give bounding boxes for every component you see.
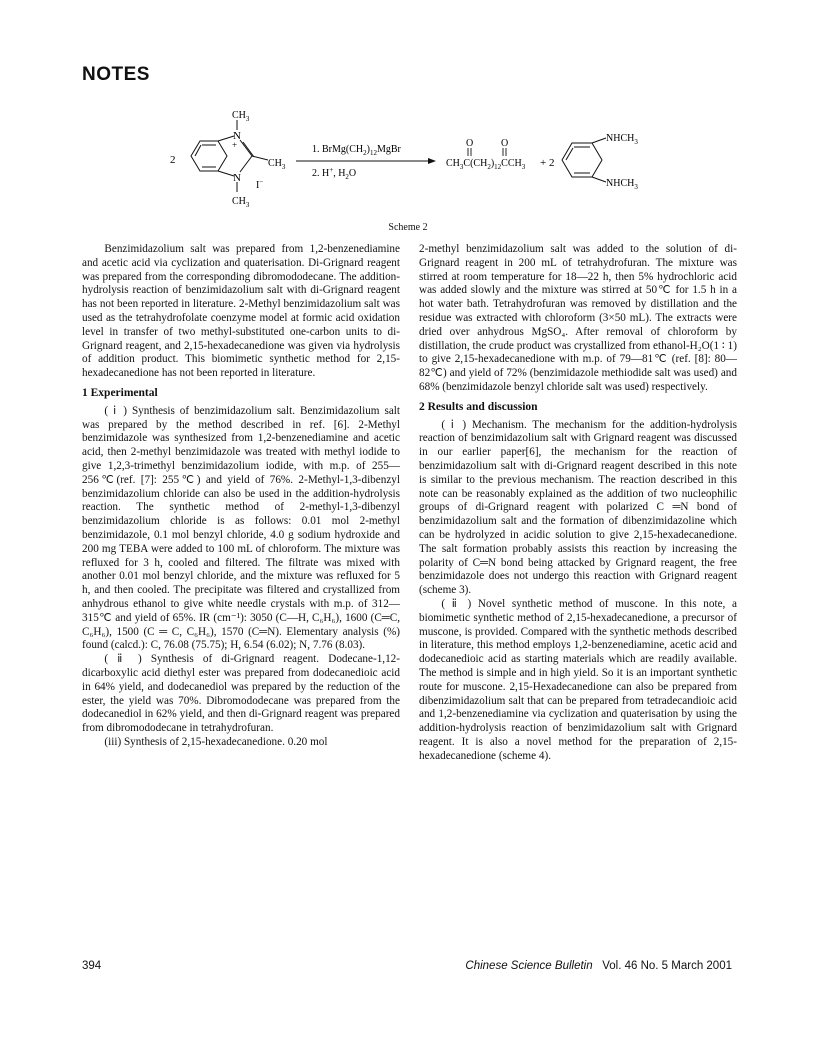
reagent-step-2: 2. H+, $H_2O$ [312, 166, 357, 181]
section-header: NOTES [82, 64, 150, 85]
intro-paragraph: Benzimidazolium salt was prepared from 1,2-benzenediamine and acetic acid via cyclization and quaterisation. Di-Grignard reagent was prepared from the corresponding dibromododecane. The addition-hydrolysis reaction of benzimidazolium salt with di-Grignard reagent has not been reported in literature. 2-Methyl benzimidazolium salt was used as the tetrahydrofolate coenzyme model at formic acid oxidation level in transfer of two methyl-substituted one-carbon units to di-Grignard reagent, and 2,15-hexadecanedione was given via hydrolysis of addition product. This biomimetic synthetic method for 2,15-hexadecanedione has not been reported in literature. [82, 243, 400, 380]
diketone-formula: $CH_3C(CH_2)_{12}CCH_3$ [446, 158, 526, 171]
svg-text:CH3: $CH_3$ [232, 196, 250, 209]
reagent-step-1: 1. $BrMg(CH_2)_{12}MgBr$ [312, 144, 401, 157]
coefficient-left: 2 [170, 154, 176, 166]
paragraph-synthesis-salt: ( ⅰ ) Synthesis of benzimidazolium salt. Benzimidazolium salt was prepared by the method described in ref. [6]. 2-Methyl benzimidazole was synthesized from 1,2-benzenediamine and acetic acid, then 2-methyl benzimidazole was treated with methyl iodide to give 1,2,3-trimethyl benzimidazolium iodide, with m.p. of 255—256℃(ref. [7]: 255℃) and yield of 76%. 2-Methyl-1,3-dibenzyl benzimidazolium chloride can also be used in the addition-hydrolysis reaction. The synthetic method of 2-methyl-1,3-dibenzyl benzimidazolium chloride is as follows: 0.01 mol 2-methyl benzimidazole, 0.1 mol benzyl chloride, 4.0 g sodium hydroxide and 200 mg TEBA were added to 100 mL of chloroform. The mixture was refluxed for 3 h, cooled and filtered. The filtrate was mixed with another 0.01 mol benzyl chloride, and the mixture was refluxed for 5 h, and then cooled. The precipitate was filtered and crystallized from anhydrous ethanol to give white needle crystals with m.p. of 312—315℃ and yield of 65%. IR (cm⁻¹): 3050 (C—H, C₆H₆), 1600 (C═C, C₆H₆), 1500 (C ═ C, C₆H₆), 1570 (C═N). Elementary analysis (%) found (calcd.): C, 76.08 (75.75); H, 6.54 (6.02); N, 7.76 (8.03). [82, 404, 400, 652]
svg-text:CH3: $CH_3$ [268, 158, 286, 171]
scheme-caption: Scheme 2 [388, 222, 428, 233]
section-heading-experimental: 1 Experimental [82, 386, 158, 399]
diamine-structure [562, 138, 606, 182]
nhch3-bottom: $NHCH_3$ [606, 178, 638, 191]
right-column [419, 243, 737, 763]
svg-text:I−: I− [256, 178, 264, 191]
carbonyl-o-2: O [501, 138, 509, 149]
journal-citation [465, 960, 732, 972]
reaction-scheme [160, 108, 680, 213]
journal-name: Chinese Science Bulletin [465, 960, 593, 972]
n-top-label: N [233, 130, 241, 142]
plus-two: + 2 [540, 157, 555, 169]
carbonyl-o-1: O [466, 138, 474, 149]
paragraph-muscone: ( ⅱ ) Novel synthetic method of muscone. In this note, a biomimetic synthetic method of 2,15-hexadecanedione, a precursor of muscone, is provided. Compared with the synthetic methods described in literature, this method employs 1,2-benzenediamine, acetic acid and dodecanedioic acid as starting materials which are readily available. The method is simple and in high yield. So it is an important synthetic route for muscone. 2,15-Hexadecanedione can also be prepared from dibenzimidazolium salt that can be prepared from tetradecandioic acid and 1,2-benzenediamine via cyclization and quaterisation by using the addition-hydrolysis reaction of benzimidazolium salt with Grignard reagent. It is also a novel method for the preparation of 2,15-hexadecanedione (scheme 4). [419, 597, 737, 762]
paragraph-synthesis-dione-cont: 2-methyl benzimidazolium salt was added to the solution of di-Grignard reagent in 200 mL of tetrahydrofuran. The mixture was stirred at room temperature for 18—22 h, then 5% hydrochloric acid was added slowly and the mixture was stirred at 50℃ for 1.5 h in a hot water bath. Tetrahydrofuran was removed by distillation and the residue was extracted with chloroform (3×50 mL). The extracts were dried over anhydrous MgSO₄. After removal of chloroform by distillation, the crude product was crystallized from ethanol-H₂O(1 ∶ 1) to give 2,15-hexadecanedione with m.p. of 79—81℃ (ref. [8]: 80—82℃) and yield of 72% (benzimidazole methiodide salt was used) and 68% (benzimidazole benzyl chloride salt was used) respectively. [419, 243, 737, 393]
section-heading-results: 2 Results and discussion [419, 400, 538, 413]
c2-methyl: CH [268, 158, 282, 169]
plus-charge: + [232, 140, 238, 150]
paragraph-synthesis-dione-start: (iii) Synthesis of 2,15-hexadecanedione. 0.20 mol [104, 735, 328, 748]
paragraph-mechanism: ( ⅰ ) Mechanism. The mechanism for the addition-hydrolysis reaction of benzimidazolium salt with Grignard reagent was discussed in our earlier paper[6], the mechanism for the reaction of benzimidazolium salt with di-Grignard reagent described in this note is similar to the previous mechanism. The reaction described in this note can be reasonably explained as the addition of two nucleophilic groups of di-Grignard reagent with polarized C ═N bond of benzimidazolium salt and the formation of dibenzimidazoline which can be hydrolyzed in acidic solution to give 2,15-hexadecanedione. The salt formation probably assists this reaction by increasing the polarity of C═N bond being attacked by Grignard reagent, the free benzimidazole does not undergo this reaction with Grignard reagent (scheme 3). [419, 418, 737, 597]
left-column [82, 243, 400, 750]
page-number: 394 [82, 960, 102, 972]
nhch3-top: $NHCH_3$ [606, 133, 638, 146]
counter-ion: I [256, 180, 260, 191]
svg-text:CH3: $CH_3$ [232, 110, 250, 123]
paragraph-synthesis-grignard: ( ⅱ ) Synthesis of di-Grignard reagent. Dodecane-1,12-dicarboxylic acid diethyl ester was prepared from dodecanedioic acid in 64% yield, and dodecanediol was prepared by the reduction of the ester, the yield was 70%. Dibromododecane was prepared from the dodecanediol in 62% yield, and then di-Grignard reagent was prepared from dibromododecane in tetrahydrofuran. [82, 653, 400, 735]
n-methyl-bottom: CH [232, 196, 246, 207]
volume-info: Vol. 46 No. 5 March 2001 [602, 960, 732, 972]
n-methyl-top: CH [232, 110, 246, 121]
n-bottom-label: N [233, 172, 241, 184]
